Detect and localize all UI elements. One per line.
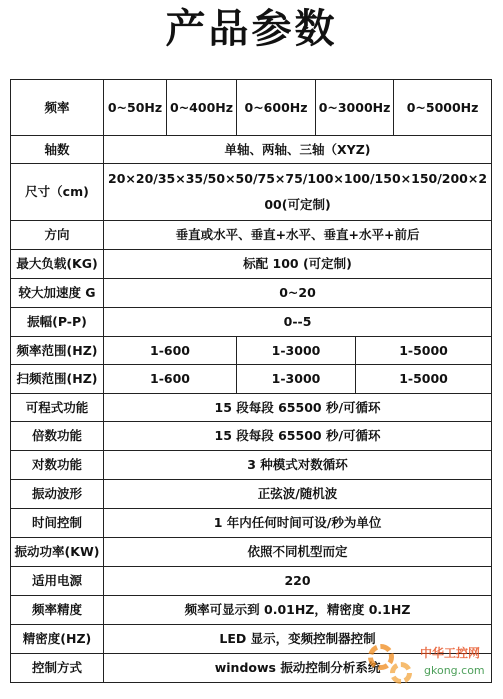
label-max-accel: 较大加速度 G: [11, 279, 104, 308]
gear-icon: [390, 662, 412, 684]
frequency-option: 0~400Hz: [167, 80, 237, 136]
spec-table: [10, 79, 492, 683]
label-sweep-range: 扫频范围(HZ): [11, 365, 104, 394]
value-power: 依照不同机型而定: [104, 538, 492, 567]
label-size: 尺寸（cm): [11, 164, 104, 221]
freq-range-value: 1-3000: [237, 337, 356, 365]
freq-range-value: 1-600: [104, 337, 237, 365]
frequency-option: 0~50Hz: [104, 80, 167, 136]
label-programmable: 可程式功能: [11, 394, 104, 422]
sweep-range-value: 1-600: [104, 365, 237, 394]
row-max-load: [11, 250, 492, 279]
value-supply: 220: [104, 567, 492, 596]
row-log-func: [11, 451, 492, 480]
watermark-url: gkong.com: [424, 664, 485, 677]
value-max-load: 标配 100 (可定制): [104, 250, 492, 279]
row-freq-precision: [11, 596, 492, 625]
label-supply: 适用电源: [11, 567, 104, 596]
row-freq-range: [11, 337, 492, 365]
row-time-ctrl: [11, 509, 492, 538]
value-programmable: 15 段每段 65500 秒/可循环: [104, 394, 492, 422]
value-size: 20×20/35×35/50×50/75×75/100×100/150×150/200×200(可定制): [104, 164, 492, 221]
label-waveform: 振动波形: [11, 480, 104, 509]
label-time-ctrl: 时间控制: [11, 509, 104, 538]
label-freq-precision: 频率精度: [11, 596, 104, 625]
row-frequency: [11, 80, 492, 136]
freq-range-value: 1-5000: [356, 337, 492, 365]
row-power: [11, 538, 492, 567]
value-log-func: 3 种模式对数循环: [104, 451, 492, 480]
page-title: 产品参数: [165, 6, 338, 52]
value-multiple: 15 段每段 65500 秒/可循环: [104, 422, 492, 451]
value-max-accel: 0~20: [104, 279, 492, 308]
row-axes: [11, 136, 492, 164]
label-max-load: 最大负载(KG): [11, 250, 104, 279]
value-direction: 垂直或水平、垂直+水平、垂直+水平+前后: [104, 221, 492, 250]
row-multiple: [11, 422, 492, 451]
label-amplitude: 振幅(P-P): [11, 308, 104, 337]
label-control: 控制方式: [11, 654, 104, 683]
row-amplitude: [11, 308, 492, 337]
value-time-ctrl: 1 年内任何时间可设/秒为单位: [104, 509, 492, 538]
watermark-site-name: 中华工控网: [420, 646, 481, 660]
label-power: 振动功率(KW): [11, 538, 104, 567]
value-precision: LED 显示，变频控制器控制: [104, 625, 492, 654]
watermark-logo: [368, 640, 498, 694]
label-freq-range: 频率范围(HZ): [11, 337, 104, 365]
row-size: [11, 164, 492, 221]
frequency-option: 0~3000Hz: [316, 80, 394, 136]
label-precision: 精密度(HZ): [11, 625, 104, 654]
sweep-range-value: 1-5000: [356, 365, 492, 394]
label-multiple: 倍数功能: [11, 422, 104, 451]
row-sweep-range: [11, 365, 492, 394]
row-waveform: [11, 480, 492, 509]
row-direction: [11, 221, 492, 250]
frequency-option: 0~5000Hz: [394, 80, 492, 136]
value-freq-precision: 频率可显示到 0.01HZ，精密度 0.1HZ: [104, 596, 492, 625]
frequency-option: 0~600Hz: [237, 80, 316, 136]
row-programmable: [11, 394, 492, 422]
gear-icon: [368, 644, 394, 670]
value-amplitude: 0--5: [104, 308, 492, 337]
label-frequency: 频率: [11, 80, 104, 136]
row-supply: [11, 567, 492, 596]
label-axes: 轴数: [11, 136, 104, 164]
sweep-range-value: 1-3000: [237, 365, 356, 394]
label-log-func: 对数功能: [11, 451, 104, 480]
value-waveform: 正弦波/随机波: [104, 480, 492, 509]
value-control: windows 振动控制分析系统: [104, 654, 492, 683]
label-direction: 方向: [11, 221, 104, 250]
row-max-accel: [11, 279, 492, 308]
value-axes: 单轴、两轴、三轴（XYZ): [104, 136, 492, 164]
